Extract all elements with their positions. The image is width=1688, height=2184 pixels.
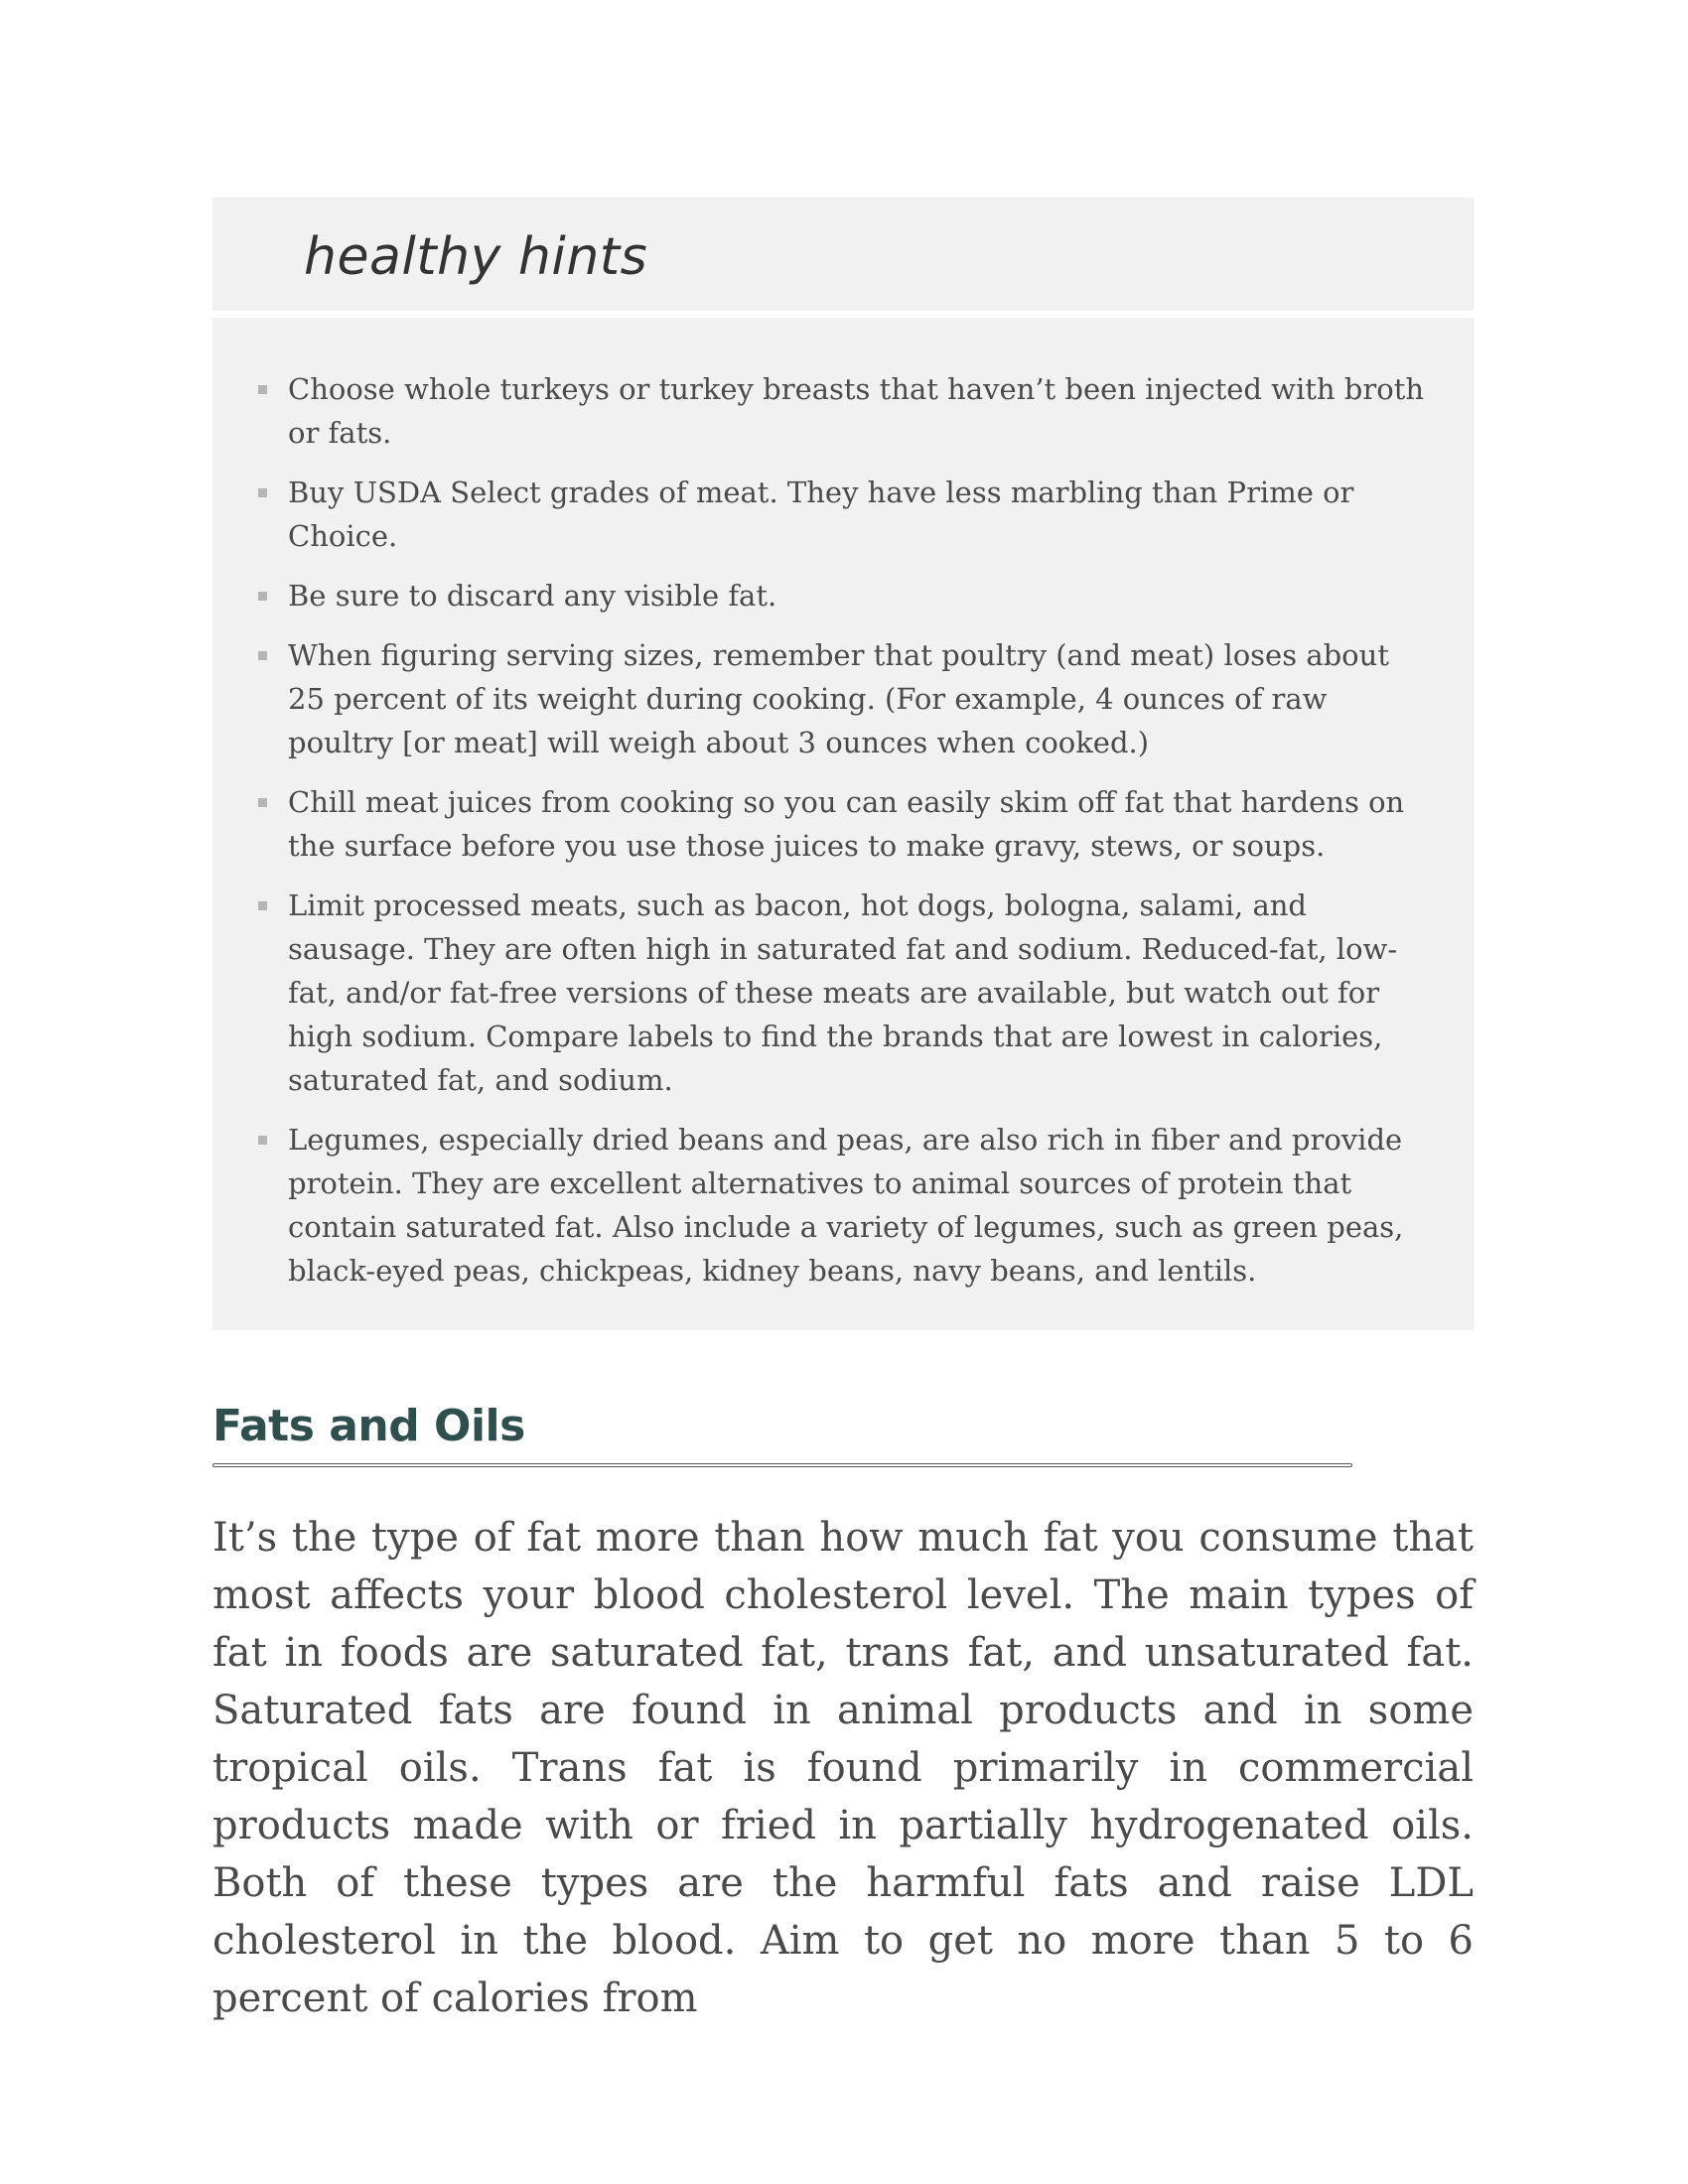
bullet-icon (258, 651, 267, 660)
hint-text: Legumes, especially dried beans and peas, are also rich in fiber and provide protein. They are excellent alternatives to animal sources of protein that contain saturated fat. Also include a variety of legumes, such as green peas, black-eyed peas, chickpeas, kidney beans, navy beans, and lentils. (288, 1123, 1404, 1288)
hint-text: Buy USDA Select grades of meat. They have less marbling than Prime or Choice. (288, 476, 1354, 553)
hint-text: Limit processed meats, such as bacon, hot dogs, bologna, salami, and sausage. They are often high in saturated fat and sodium. Reduced-fat, low-fat, and/or fat-free versions of these meats are available, but watch out for high sodium. Compare labels to find the brands that are lowest in calories, saturated fat, and sodium. (288, 888, 1398, 1097)
bullet-icon (258, 798, 267, 807)
section-body-paragraph: It’s the type of fat more than how much fat you consume that most affects your blood cholesterol level. The main types of fat in foods are saturated fat, trans fat, and unsaturated fat. Saturated fats are found in animal products and in some tropical oils. Trans fat is found primarily in commercial products made with or fried in partially hydrogenated oils. Both of these types are the harmful fats and raise LDL cholesterol in the blood. Aim to get no more than 5 to 6 percent of calories from (212, 1515, 1474, 2021)
bullet-icon (258, 385, 267, 394)
healthy-hints-header (212, 198, 1474, 311)
healthy-hints-list (212, 318, 1474, 1293)
bullet-icon (258, 488, 267, 497)
hint-item (256, 1118, 1434, 1293)
section-divider (212, 1463, 1352, 1467)
hint-item (256, 367, 1434, 455)
hint-text: Choose whole turkeys or turkey breasts that haven’t been injected with broth or fats. (288, 372, 1425, 450)
hint-item (256, 574, 1434, 617)
healthy-hints-title: healthy hints (304, 227, 648, 287)
bullet-icon (258, 1136, 267, 1145)
bullet-icon (258, 901, 267, 910)
section-title: Fats and Oils (212, 1401, 525, 1451)
bullet-icon (258, 592, 267, 601)
hint-text: When figuring serving sizes, remember that poultry (and meat) loses about 25 percent of its weight during cooking. (For example, 4 ounces of raw poultry [or meat] will weigh about 3 ounces when cooked.) (288, 638, 1389, 759)
hint-item (256, 471, 1434, 558)
hint-item (256, 780, 1434, 868)
hint-text: Be sure to discard any visible fat. (288, 579, 777, 613)
healthy-hints-box (212, 318, 1474, 1330)
hint-item (256, 633, 1434, 764)
hint-item (256, 884, 1434, 1102)
hint-text: Chill meat juices from cooking so you can easily skim off fat that hardens on the surface before you use those juices to make gravy, stews, or soups. (288, 785, 1405, 863)
